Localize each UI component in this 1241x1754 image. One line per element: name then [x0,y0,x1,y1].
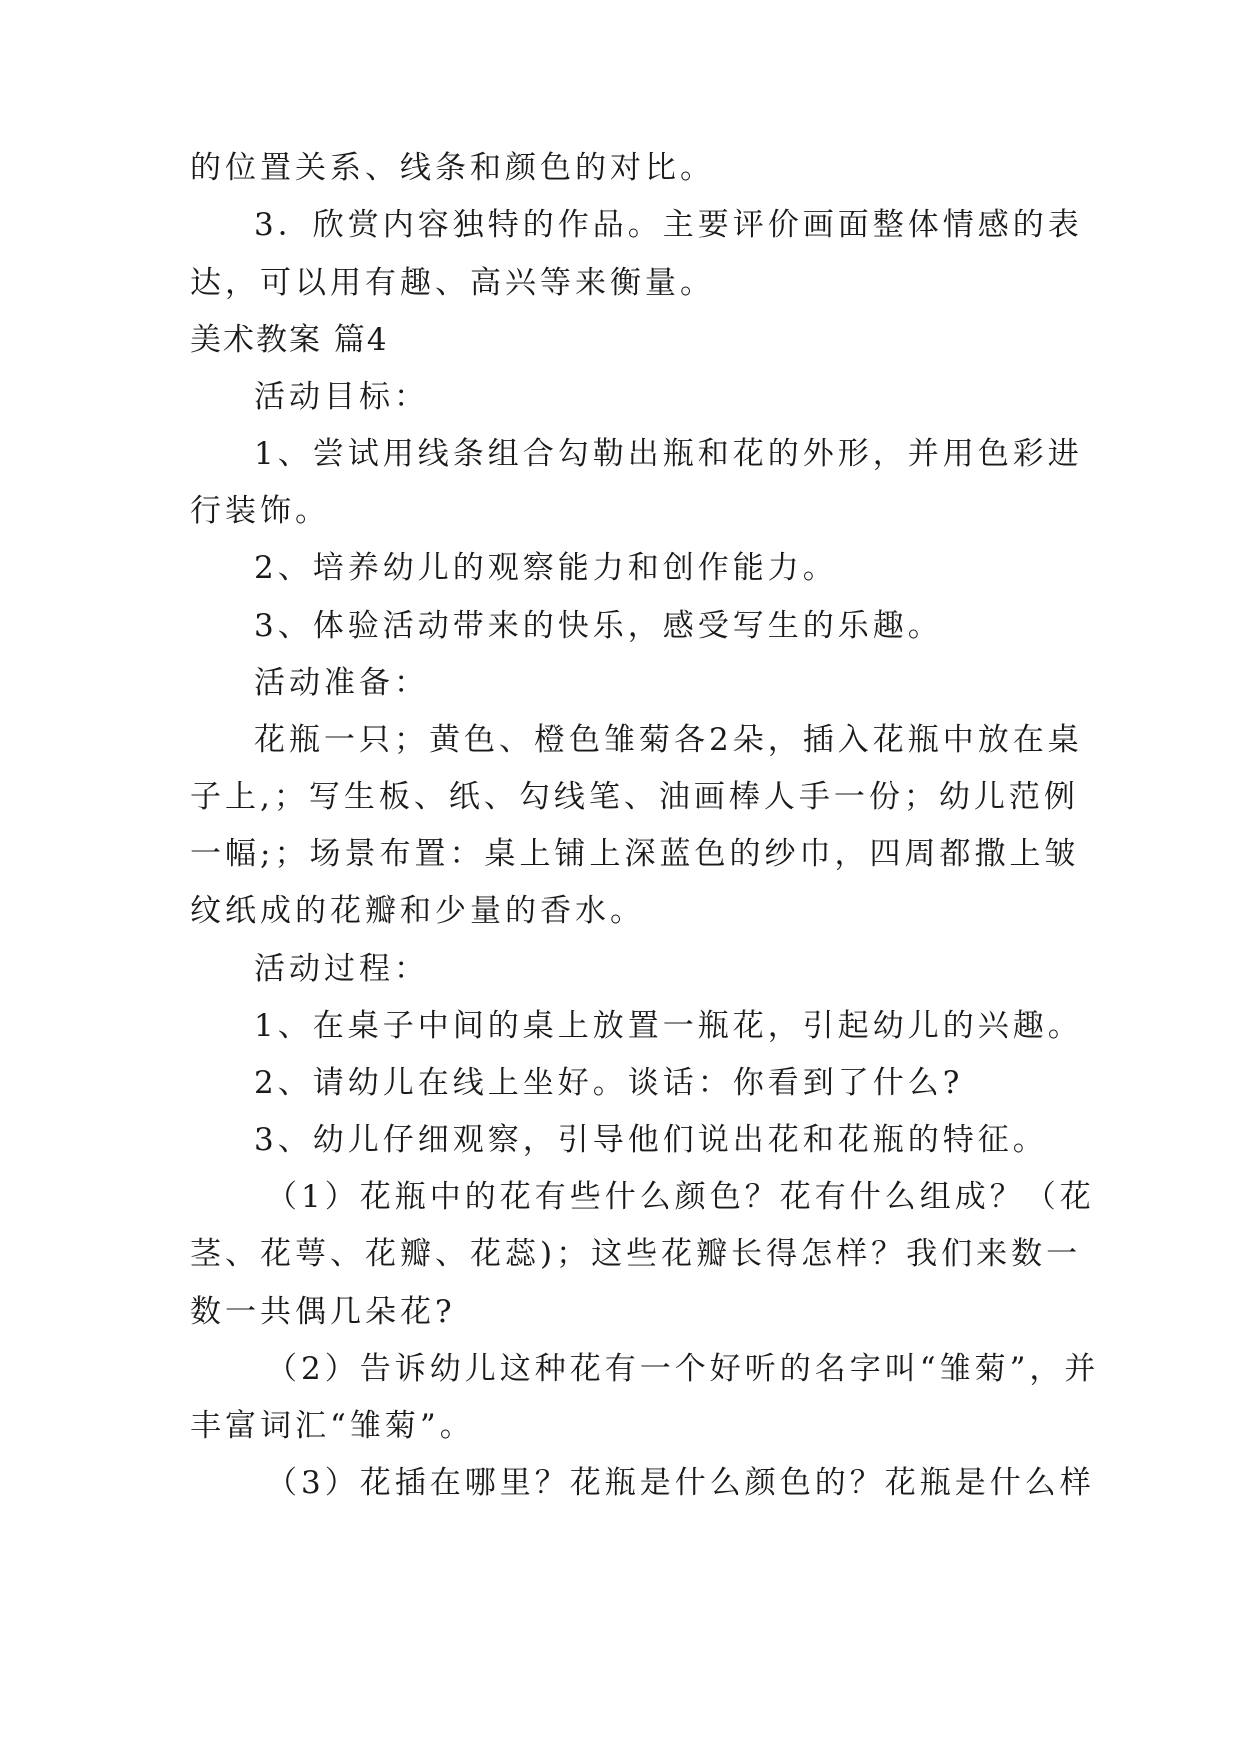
subheading: 活动准备： [254,665,429,701]
body-text-line: 达，可以用有趣、高兴等来衡量。 [190,265,715,301]
body-text-line: 3．欣赏内容独特的作品。主要评价画面整体情感的表 [254,207,1083,243]
body-text-line: 一幅;；场景布置：桌上铺上深蓝色的纱巾，四周都撒上皱 [190,836,1080,872]
body-text-line: 丰富词汇“雏菊”。 [190,1408,475,1444]
body-text-line: 3、体验活动带来的快乐，感受写生的乐趣。 [254,608,943,644]
body-text-line: 的位置关系、线条和颜色的对比。 [190,150,715,186]
body-text-line: 数一共偶几朵花? [190,1294,456,1330]
body-text-line: 2、请幼儿在线上坐好。谈话：你看到了什么? [254,1065,964,1101]
body-text-line: 1、在桌子中间的桌上放置一瓶花，引起幼儿的兴趣。 [254,1008,1083,1044]
body-text-line: 行装饰。 [190,493,330,529]
body-text-line: （1）花瓶中的花有些什么颜色？花有什么组成？（花 [266,1179,1095,1215]
body-text-line: 茎、花萼、花瓣、花蕊)；这些花瓣长得怎样？我们来数一 [190,1236,1082,1272]
subheading: 活动过程： [254,951,429,987]
subheading: 活动目标： [254,379,429,415]
body-text-line: 2、培养幼儿的观察能力和创作能力。 [254,550,838,586]
body-text-line: 3、幼儿仔细观察，引导他们说出花和花瓶的特征。 [254,1122,1048,1158]
body-text-line: 纹纸成的花瓣和少量的香水。 [190,893,645,929]
body-text-line: 子上,；写生板、纸、勾线笔、油画棒人手一份；幼儿范例 [190,779,1079,815]
body-text-line: （2）告诉幼儿这种花有一个好听的名字叫“雏菊”，并 [266,1351,1100,1387]
body-text-line: 1、尝试用线条组合勾勒出瓶和花的外形，并用色彩进 [254,436,1083,472]
body-text-line: 花瓶一只；黄色、橙色雏菊各2朵，插入花瓶中放在桌 [254,722,1083,758]
body-text-line: （3）花插在哪里？花瓶是什么颜色的？花瓶是什么样 [266,1465,1095,1501]
section-heading: 美术教案 篇4 [190,322,389,358]
